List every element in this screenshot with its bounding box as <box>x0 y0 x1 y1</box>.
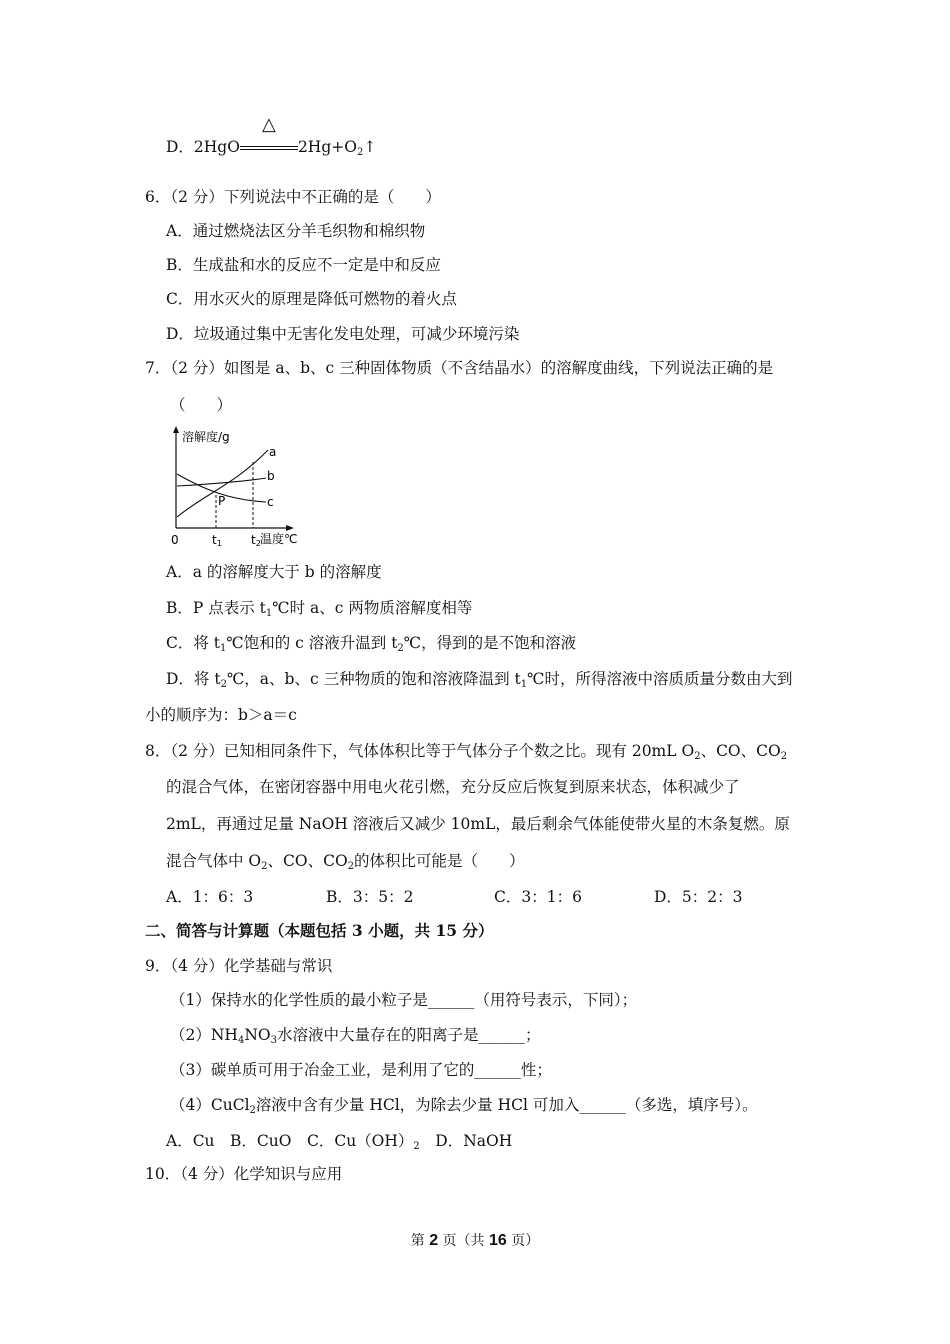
q7-option-a: A．a 的溶解度大于 b 的溶解度 <box>166 563 382 581</box>
t1-label: t1 <box>212 533 222 548</box>
q10-stem: 10．（4 分）化学知识与应用 <box>145 1165 343 1183</box>
equation-reactant: D．2HgO <box>166 138 240 156</box>
q6-stem: 6．（2 分）下列说法中不正确的是（ ） <box>145 188 441 206</box>
q5-option-d: D．2HgO △ $2Hg+O_2↑$ <box>166 114 377 158</box>
section-2-heading: 二、简答与计算题（本题包括 3 小题，共 15 分） <box>145 921 494 940</box>
q8-stem-line4: 混合气体中 $O_2$、CO、$CO_2$的体积比可能是（ ） <box>166 852 525 872</box>
q7-stem: 7．（2 分）如图是 a、b、c 三种固体物质（不含结晶水）的溶解度曲线，下列说法正确的是 <box>145 359 774 377</box>
q6-option-d: D．垃圾通过集中无害化发电处理，可减少环境污染 <box>166 325 520 343</box>
x-axis-arrow <box>286 525 294 531</box>
q8-stem-line1: 8．（2 分）已知相同条件下，气体体积比等于气体分子个数之比。现有 20mL $O_2$、CO、$CO_2$ <box>145 742 788 762</box>
y-axis-arrow <box>173 426 179 433</box>
q9-sub3: （3）碳单质可用于冶金工业，是利用了它的______性； <box>170 1061 552 1079</box>
page-number: 2 <box>429 1232 439 1249</box>
x-axis-label: 温度℃ <box>260 532 298 546</box>
q9-sub4: （4）CuCl$_2$溶液中含有少量 HCl，为除去少量 HCl 可加入______（多选，填序号）。 <box>170 1096 758 1116</box>
q7-option-c: C．将 $t_1℃$饱和的 c 溶液升温到 $t_2℃$，得到的是不饱和溶液 <box>166 634 577 654</box>
q8-stem-line2: 的混合气体，在密闭容器中用电火花引燃，充分反应后恢复到原来状态，体积减少了 <box>166 778 740 796</box>
q6-option-c: C．用水灭火的原理是降低可燃物的着火点 <box>166 290 457 308</box>
q7-option-b: B．P 点表示 $t_1℃$时 a、c 两物质溶解度相等 <box>166 599 473 619</box>
t2-label: t2 <box>251 533 261 548</box>
q9-sub1: （1）保持水的化学性质的最小粒子是______（用符号表示，下同）； <box>170 991 638 1009</box>
q8-option-b: B．3：5：2 <box>326 888 414 906</box>
solubility-graph <box>160 422 310 550</box>
page-total: 16 <box>489 1232 507 1249</box>
curve-b-label: b <box>267 469 275 483</box>
q8-option-a: A．1：6：3 <box>166 888 254 906</box>
q7-option-d-cont: 小的顺序为：b＞a＝c <box>145 706 297 724</box>
q6-option-a: A．通过燃烧法区分羊毛织物和棉织物 <box>166 222 426 240</box>
q8-option-c: C．3：1：6 <box>494 888 582 906</box>
point-p-label: P <box>218 494 226 508</box>
equation-condition-bar <box>240 114 298 157</box>
heat-triangle-symbol: △ <box>261 114 276 135</box>
q9-sub2: $(2)NH_4NO_3$水溶液中大量存在的阳离子是______； <box>170 1026 541 1046</box>
q6-option-b: B．生成盐和水的反应不一定是中和反应 <box>166 256 441 274</box>
q9-sub4-options: A．Cu B．CuO C．$Cu(OH)_2$ D．NaOH <box>166 1132 513 1152</box>
q8-stem-line3: 2mL，再通过足量 NaOH 溶液后又减少 10mL，最后剩余气体能使带火星的木条复燃。原 <box>166 815 790 833</box>
equation-product: 2Hg+O <box>297 138 357 156</box>
q9-stem: 9．（4 分）化学基础与常识 <box>145 957 333 975</box>
origin-label: 0 <box>171 533 179 547</box>
q7-paren: （ ） <box>170 396 233 414</box>
q7-option-d: D．将 $t_2℃$，a、b、c 三种物质的饱和溶液降温到 $t_1℃$时，所得溶液中溶质质量分数由大到 <box>166 670 793 690</box>
gas-arrow-icon: ↑ <box>363 138 377 156</box>
q8-option-d: D．5：2：3 <box>654 888 743 906</box>
curve-c-label: c <box>267 495 274 509</box>
curve-a-label: a <box>269 445 277 459</box>
page-footer: 第 2 页（共 16 页） <box>410 1232 540 1249</box>
y-axis-label: 溶解度/g <box>182 430 230 444</box>
